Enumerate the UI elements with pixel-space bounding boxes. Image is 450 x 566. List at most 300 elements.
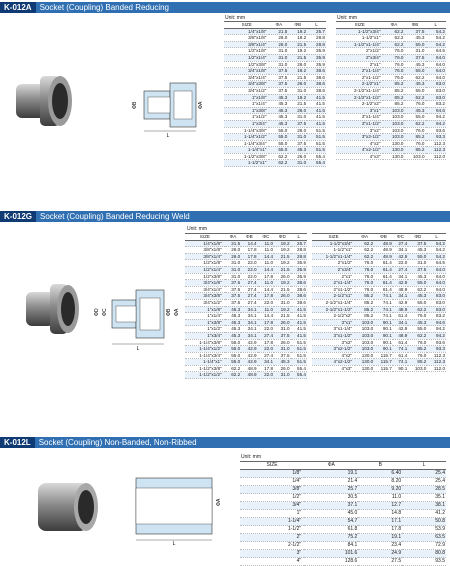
table-row	[224, 48, 326, 55]
size-cell: 2"x1-1/4"	[336, 68, 383, 75]
value-cell: 25.4	[402, 470, 446, 478]
value-cell: 14.4	[258, 286, 274, 293]
table-row	[224, 127, 326, 134]
value-cell: 62.2	[355, 247, 374, 254]
column-header: SIZE	[185, 234, 225, 241]
column-header: SIZE	[336, 22, 383, 29]
table-row	[185, 332, 307, 339]
table-row	[312, 273, 446, 280]
table-row	[336, 35, 446, 42]
table-row	[185, 260, 307, 267]
value-cell: 38.6	[291, 299, 307, 306]
value-cell: 35.1	[402, 494, 446, 502]
value-cell: 38.6	[307, 87, 326, 94]
value-cell: 54.2	[427, 247, 446, 254]
table-row	[240, 526, 446, 534]
value-cell: 37.5	[225, 280, 241, 287]
table-row	[185, 266, 307, 273]
size-cell: 3/4"x1/4"	[185, 286, 225, 293]
value-cell: 48.9	[393, 306, 408, 313]
value-cell: 76.0	[408, 339, 427, 346]
value-cell: 45.3	[225, 319, 241, 326]
table-row	[224, 28, 326, 35]
column-header: ΦC	[258, 234, 274, 241]
value-cell: 61.4	[374, 273, 393, 280]
dim-b-label: ΦB	[166, 308, 172, 316]
size-cell: 1-1/2"x3/4"	[312, 240, 355, 247]
value-cell: 27.4	[241, 299, 257, 306]
section-code: K-012G	[0, 211, 36, 222]
value-cell: 76.0	[408, 352, 427, 359]
size-cell: 1-1/2"x1"	[312, 247, 355, 254]
table-row	[185, 352, 307, 359]
unit-label: Unit: mm	[187, 226, 207, 232]
size-cell: 2"x1-1/2"	[312, 286, 355, 293]
size-cell: 3/8"	[240, 486, 304, 494]
value-cell: 76.0	[355, 280, 374, 287]
value-cell: 62.2	[355, 253, 374, 260]
value-cell: 37.5	[269, 87, 288, 94]
size-cell: 1"x1/8"	[185, 306, 225, 313]
value-cell: 76.0	[404, 140, 425, 147]
size-cell: 1"x3/4"	[185, 332, 225, 339]
size-cell: 4"x2-1/2"	[312, 359, 355, 366]
value-cell: 62.2	[225, 372, 241, 379]
value-cell: 48.9	[241, 365, 257, 372]
value-cell: 17.8	[358, 526, 402, 534]
value-cell: 85.2	[383, 94, 404, 101]
value-cell: 94.2	[427, 326, 446, 333]
value-cell: 14.4	[241, 240, 257, 247]
value-cell: 21.5	[274, 286, 290, 293]
value-cell: 76.0	[404, 101, 425, 108]
value-cell: 115.7	[374, 359, 393, 366]
value-cell: 17.8	[241, 247, 257, 254]
size-cell: 3/4"x1/2"	[185, 299, 225, 306]
value-cell: 27.4	[241, 280, 257, 287]
value-cell: 41.5	[307, 94, 326, 101]
size-cell: 1-1/2"x1"	[336, 35, 383, 42]
value-cell: 112.0	[426, 153, 447, 160]
value-cell: 62.2	[225, 365, 241, 372]
value-cell: 55.4	[307, 160, 326, 167]
size-cell: 1"x1/2"	[224, 114, 269, 121]
value-cell: 90.1	[374, 326, 393, 333]
value-cell: 37.5	[225, 286, 241, 293]
value-cell: 55.4	[291, 372, 307, 379]
size-cell: 1"x3/4"	[224, 120, 269, 127]
size-cell: 3"	[240, 550, 304, 558]
table-row	[312, 280, 446, 287]
value-cell: 61.4	[374, 266, 393, 273]
value-cell: 8.20	[358, 478, 402, 486]
value-cell: 83.2	[426, 101, 447, 108]
value-cell: 103.0	[383, 127, 404, 134]
value-cell: 37.5	[269, 81, 288, 88]
value-cell: 22.0	[258, 346, 274, 353]
value-cell: 19.1	[358, 534, 402, 542]
value-cell: 74.1	[393, 359, 408, 366]
size-cell: 1"x3/8"	[185, 319, 225, 326]
value-cell: 103.0	[383, 114, 404, 121]
size-cell: 2-1/2"x1-1/4"	[312, 299, 355, 306]
value-cell: 35.9	[291, 266, 307, 273]
value-cell: 22.0	[241, 273, 257, 280]
table-row	[312, 319, 446, 326]
value-cell: 62.2	[269, 153, 288, 160]
table-row	[185, 293, 307, 300]
value-cell: 103.0	[383, 134, 404, 141]
value-cell: 64.5	[427, 260, 446, 267]
value-cell: 48.9	[393, 332, 408, 339]
value-cell: 45.3	[225, 306, 241, 313]
table-row	[336, 68, 446, 75]
value-cell: 27.5	[358, 558, 402, 566]
size-cell: 4"x2"	[336, 140, 383, 147]
table-row	[336, 81, 446, 88]
value-cell: 37.5	[225, 293, 241, 300]
value-cell: 31.0	[288, 160, 307, 167]
table-row	[224, 81, 326, 88]
value-cell: 31.0	[274, 346, 290, 353]
value-cell: 22.0	[241, 266, 257, 273]
size-cell: 3/8"x1/8"	[224, 35, 269, 42]
value-cell: 45.3	[269, 107, 288, 114]
table-row	[312, 332, 446, 339]
value-cell: 64.0	[426, 74, 447, 81]
table-row	[240, 478, 446, 486]
size-cell: 2"x3/4"	[312, 266, 355, 273]
table-row	[312, 306, 446, 313]
table-row	[224, 87, 326, 94]
table-row	[185, 240, 307, 247]
size-cell: 1-1/2"x1"	[224, 160, 269, 167]
value-cell: 48.9	[241, 372, 257, 379]
value-cell: 31.0	[274, 326, 290, 333]
size-cell: 1"x1/8"	[224, 94, 269, 101]
table-row	[185, 306, 307, 313]
value-cell: 45.3	[408, 273, 427, 280]
value-cell: 103.0	[408, 365, 427, 372]
value-cell: 64.0	[427, 273, 446, 280]
size-cell: 4"x3"	[336, 153, 383, 160]
value-cell: 41.5	[307, 101, 326, 108]
value-cell: 93.3	[426, 134, 447, 141]
value-cell: 74.1	[393, 346, 408, 353]
value-cell: 41.5	[307, 114, 326, 121]
table-row	[312, 359, 446, 366]
column-header: L	[426, 22, 447, 29]
table-row	[224, 74, 326, 81]
size-cell: 3"x2-1/2"	[336, 134, 383, 141]
table-row	[336, 61, 446, 68]
size-cell: 3"x1-1/2"	[312, 332, 355, 339]
value-cell: 85.2	[355, 306, 374, 313]
table-row	[224, 61, 326, 68]
size-cell: 2"x1/2"	[312, 260, 355, 267]
value-cell: 55.0	[404, 87, 425, 94]
table-row	[336, 87, 446, 94]
table-row	[336, 134, 446, 141]
table-row	[240, 518, 446, 526]
value-cell: 45.3	[408, 319, 427, 326]
value-cell: 37.5	[408, 240, 427, 247]
value-cell: 51.5	[291, 352, 307, 359]
table-row	[336, 28, 446, 35]
dim-d-label: ΦD	[94, 308, 100, 316]
spec-table-k012a-2	[336, 21, 446, 160]
value-cell: 35.9	[291, 260, 307, 267]
value-cell: 54.2	[426, 28, 447, 35]
value-cell: 28.8	[307, 35, 326, 42]
value-cell: 21.4	[304, 478, 358, 486]
value-cell: 54.7	[304, 518, 358, 526]
size-cell: 3/4"x1/4"	[224, 74, 269, 81]
value-cell: 41.5	[291, 326, 307, 333]
value-cell: 27.4	[393, 240, 408, 247]
value-cell: 51.5	[291, 339, 307, 346]
value-cell: 37.5	[408, 266, 427, 273]
dim-a-label: ΦA	[216, 498, 222, 506]
value-cell: 85.2	[408, 346, 427, 353]
spec-table-k012l	[240, 461, 446, 566]
value-cell: 38.6	[291, 286, 307, 293]
value-cell: 21.5	[274, 266, 290, 273]
value-cell: 19.1	[304, 470, 358, 478]
size-cell: 3"x2"	[312, 339, 355, 346]
value-cell: 37.5	[269, 68, 288, 75]
table-row	[312, 352, 446, 359]
table-row	[240, 558, 446, 566]
section-header-k012g	[0, 211, 450, 222]
value-cell: 75.2	[304, 534, 358, 542]
value-cell: 48.9	[393, 286, 408, 293]
section-code: K-012L	[0, 437, 35, 448]
value-cell: 45.3	[408, 293, 427, 300]
value-cell: 35.9	[307, 54, 326, 61]
value-cell: 85.2	[355, 313, 374, 320]
table-row	[312, 365, 446, 372]
value-cell: 90.1	[374, 346, 393, 353]
size-cell: 3/4"x3/8"	[185, 293, 225, 300]
size-cell: 2"x3/4"	[336, 54, 383, 61]
value-cell: 42.9	[241, 359, 257, 366]
size-cell: 2-1/2"x2"	[312, 313, 355, 320]
size-cell: 3"x2"	[336, 127, 383, 134]
table-row	[312, 286, 446, 293]
value-cell: 45.3	[288, 147, 307, 154]
value-cell: 37.5	[404, 28, 425, 35]
value-cell: 25.7	[304, 486, 358, 494]
size-cell: 1-1/4"x3/4"	[224, 140, 269, 147]
value-cell: 35.9	[307, 48, 326, 55]
value-cell: 22.0	[258, 372, 274, 379]
table-row	[224, 35, 326, 42]
value-cell: 76.0	[383, 54, 404, 61]
value-cell: 62.2	[355, 240, 374, 247]
value-cell: 17.8	[258, 319, 274, 326]
value-cell: 45.3	[404, 61, 425, 68]
value-cell: 37.5	[225, 299, 241, 306]
value-cell: 26.0	[225, 253, 241, 260]
value-cell: 62.2	[404, 74, 425, 81]
table-row	[185, 365, 307, 372]
value-cell: 41.5	[291, 332, 307, 339]
value-cell: 76.0	[383, 61, 404, 68]
dim-l-label: L	[136, 346, 140, 352]
value-cell: 112.3	[427, 359, 446, 366]
value-cell: 54.2	[426, 35, 447, 42]
value-cell: 48.9	[374, 253, 393, 260]
size-cell: 1/4"x1/8"	[185, 240, 225, 247]
value-cell: 74.1	[374, 293, 393, 300]
value-cell: 14.8	[358, 510, 402, 518]
value-cell: 28.8	[291, 247, 307, 254]
value-cell: 55.0	[404, 68, 425, 75]
table-row	[312, 240, 446, 247]
table-row	[312, 260, 446, 267]
table-row	[224, 134, 326, 141]
table-row	[224, 140, 326, 147]
table-row	[336, 140, 446, 147]
value-cell: 34.1	[258, 359, 274, 366]
section-title: Socket (Coupling) Banded Reducing Weld	[40, 212, 190, 221]
value-cell: 21.5	[274, 253, 290, 260]
value-cell: 38.6	[307, 68, 326, 75]
table-row	[240, 494, 446, 502]
value-cell: 85.2	[355, 299, 374, 306]
value-cell: 27.4	[393, 266, 408, 273]
value-cell: 45.0	[304, 510, 358, 518]
column-header: ΦD	[408, 234, 427, 241]
value-cell: 76.0	[408, 313, 427, 320]
value-cell: 61.4	[374, 260, 393, 267]
value-cell: 130.0	[383, 147, 404, 154]
size-cell: 1/2"x1/8"	[224, 48, 269, 55]
size-cell: 2-1/2"x1-1/2"	[336, 94, 383, 101]
value-cell: 34.1	[241, 313, 257, 320]
value-cell: 42.9	[393, 326, 408, 333]
value-cell: 103.0	[355, 319, 374, 326]
value-cell: 6.40	[358, 470, 402, 478]
value-cell: 76.0	[383, 68, 404, 75]
value-cell: 35.9	[291, 273, 307, 280]
size-cell: 1/2"x3/8"	[224, 61, 269, 68]
value-cell: 26.0	[288, 81, 307, 88]
unit-label: Unit: mm	[241, 454, 261, 460]
value-cell: 85.2	[383, 81, 404, 88]
value-cell: 31.0	[274, 372, 290, 379]
value-cell: 34.1	[393, 273, 408, 280]
value-cell: 9.20	[358, 486, 402, 494]
value-cell: 22.0	[393, 260, 408, 267]
size-cell: 1"x1/2"	[185, 326, 225, 333]
table-row	[240, 470, 446, 478]
value-cell: 41.5	[291, 313, 307, 320]
value-cell: 85.2	[383, 101, 404, 108]
size-cell: 1"	[240, 510, 304, 518]
value-cell: 42.9	[241, 346, 257, 353]
value-cell: 62.2	[383, 28, 404, 35]
value-cell: 31.0	[269, 61, 288, 68]
column-header: ΦB	[404, 22, 425, 29]
table-row	[312, 339, 446, 346]
value-cell: 21.5	[288, 54, 307, 61]
table-row	[312, 293, 446, 300]
table-row	[240, 550, 446, 558]
size-cell: 2-1/2"x1"	[312, 293, 355, 300]
section-header-k012l	[0, 437, 450, 448]
value-cell: 51.5	[291, 359, 307, 366]
size-cell: 3"x1-1/4"	[312, 326, 355, 333]
column-header: SIZE	[312, 234, 355, 241]
value-cell: 93.5	[402, 558, 446, 566]
value-cell: 62.2	[408, 332, 427, 339]
value-cell: 85.2	[404, 147, 425, 154]
value-cell: 26.0	[288, 61, 307, 68]
value-cell: 21.5	[274, 313, 290, 320]
size-cell: 1-1/2"x1/2"	[185, 372, 225, 379]
table-row	[185, 286, 307, 293]
cross-section-drawing-k012a	[128, 75, 208, 139]
size-cell: 3"x1-1/4"	[336, 114, 383, 121]
size-cell: 1-1/4"x3/4"	[185, 352, 225, 359]
value-cell: 90.1	[374, 332, 393, 339]
value-cell: 93.6	[427, 339, 446, 346]
table-row	[336, 48, 446, 55]
value-cell: 19.2	[274, 247, 290, 254]
value-cell: 22.0	[258, 326, 274, 333]
size-cell: 3/4"x1/8"	[224, 68, 269, 75]
value-cell: 41.5	[291, 306, 307, 313]
value-cell: 130.0	[383, 140, 404, 147]
table-row	[185, 273, 307, 280]
value-cell: 19.2	[274, 260, 290, 267]
value-cell: 83.0	[426, 81, 447, 88]
value-cell: 34.1	[393, 293, 408, 300]
table-row	[312, 326, 446, 333]
size-cell: 1/8"	[240, 470, 304, 478]
value-cell: 25.4	[402, 478, 446, 486]
value-cell: 37.5	[288, 120, 307, 127]
value-cell: 31.0	[288, 134, 307, 141]
value-cell: 94.6	[427, 319, 446, 326]
value-cell: 31.0	[269, 54, 288, 61]
value-cell: 55.0	[408, 299, 427, 306]
value-cell: 27.4	[241, 286, 257, 293]
value-cell: 61.4	[393, 339, 408, 346]
size-cell: 3"x2-1/2"	[312, 346, 355, 353]
value-cell: 61.4	[374, 286, 393, 293]
size-cell: 3"x1"	[336, 107, 383, 114]
section-title: Socket (Coupling) Banded Reducing	[39, 3, 169, 12]
table-row	[224, 54, 326, 61]
value-cell: 34.1	[241, 319, 257, 326]
value-cell: 63.5	[402, 534, 446, 542]
table-row	[312, 299, 446, 306]
size-cell: 1/4"x1/8"	[224, 28, 269, 35]
value-cell: 62.2	[404, 120, 425, 127]
size-cell: 2-1/2"	[240, 542, 304, 550]
dim-c-label: ΦC	[102, 308, 108, 316]
value-cell: 62.2	[383, 35, 404, 42]
table-row	[224, 160, 326, 167]
size-cell: 1-1/2"	[240, 526, 304, 534]
size-cell: 1"x3/8"	[224, 107, 269, 114]
size-cell: 3"x1"	[312, 319, 355, 326]
table-row	[224, 120, 326, 127]
value-cell: 84.1	[304, 542, 358, 550]
